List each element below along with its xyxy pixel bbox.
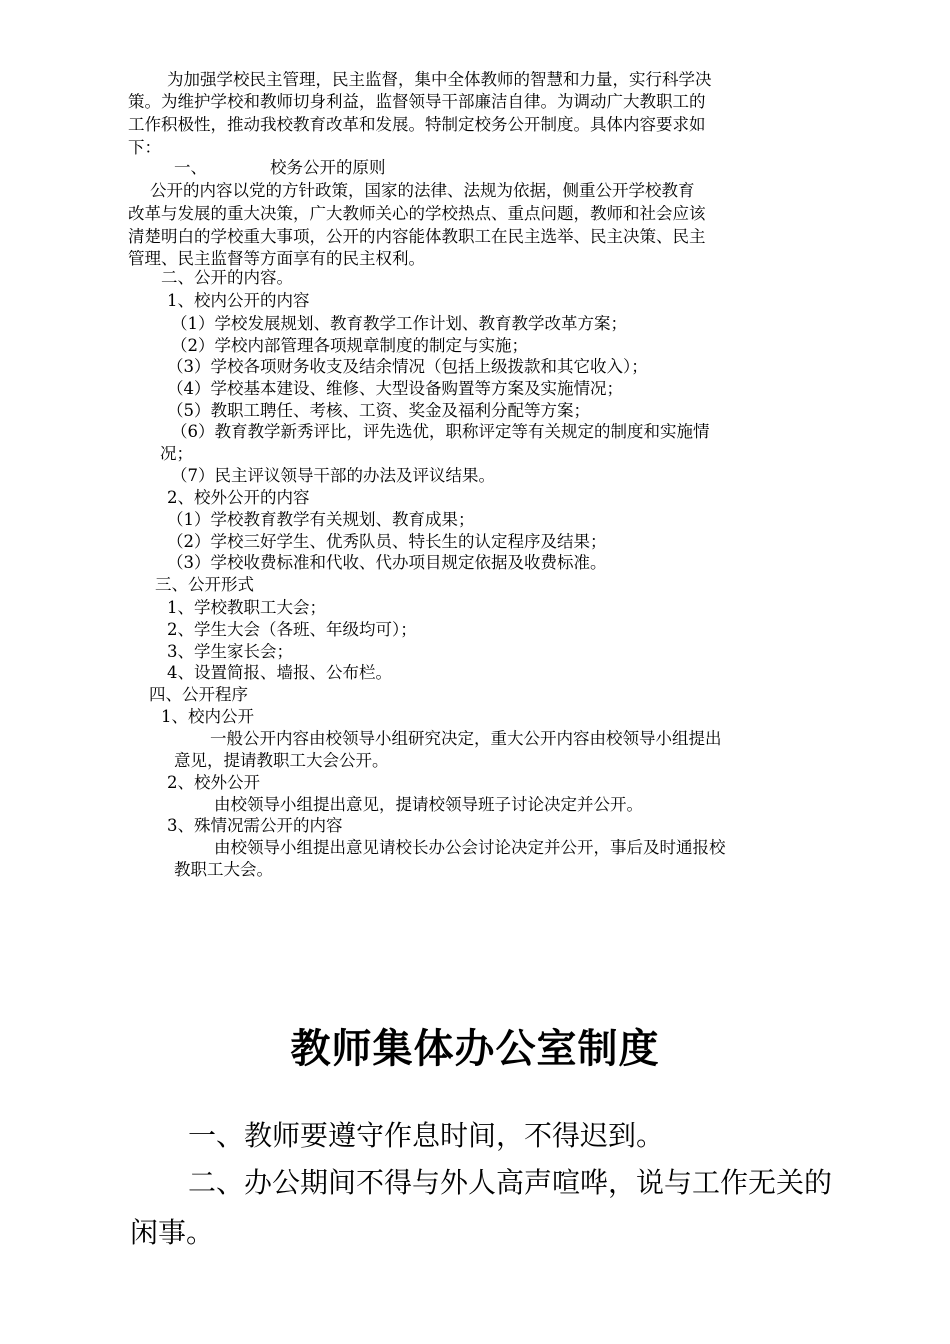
inner-item-5: （5）教职工聘任、考核、工资、奖金及福利分配等方案； <box>167 401 590 420</box>
heading-4: 四、公开程序 <box>149 685 248 704</box>
inner-item-7: （7）民主评议领导干部的办法及评议结果。 <box>171 466 495 485</box>
procedure-3-line-2: 教职工大会。 <box>174 860 273 879</box>
heading-4-1: 1、校内公开 <box>161 707 254 726</box>
intro-line-2: 策。为维护学校和教师切身利益，监督领导干部廉洁自律。为调动广大教职工的 <box>128 92 706 111</box>
procedure-2-line-1: 由校领导小组提出意见，提请校领导班子讨论决定并公开。 <box>214 795 643 814</box>
section-title: 教师集体办公室制度 <box>290 1026 660 1072</box>
principle-line-3: 清楚明白的学校重大事项，公开的内容能体教职工在民主选举、民主决策、民主 <box>128 227 706 246</box>
principle-line-4: 管理、民主监督等方面享有的民主权利。 <box>128 249 425 268</box>
heading-4-2: 2、校外公开 <box>167 773 260 792</box>
inner-item-2: （2）学校内部管理各项规章制度的制定与实施； <box>171 336 528 355</box>
inner-item-4: （4）学校基本建设、维修、大型设备购置等方案及实施情况； <box>167 379 623 398</box>
form-item-4: 4、设置简报、墙报、公布栏。 <box>167 663 392 682</box>
heading-1-number: 一、 <box>174 158 207 177</box>
intro-line-1: 为加强学校民主管理，民主监督，集中全体教师的智慧和力量，实行科学决 <box>167 70 712 89</box>
principle-line-1: 公开的内容以党的方针政策，国家的法律、法规为依据，侧重公开学校教育 <box>150 181 695 200</box>
procedure-1-line-1: 一般公开内容由校领导小组研究决定，重大公开内容由校领导小组提出 <box>210 729 722 748</box>
inner-item-6: （6）教育教学新秀评比，评先选优，职称评定等有关规定的制度和实施情 <box>171 422 710 441</box>
inner-item-6-cont: 况； <box>160 444 193 463</box>
heading-2: 二、公开的内容。 <box>161 268 293 287</box>
form-item-3: 3、学生家长会； <box>167 642 293 661</box>
inner-item-3: （3）学校各项财务收支及结余情况（包括上级拨款和其它收入）； <box>167 357 648 376</box>
rule-item-2: 二、办公期间不得与外人高声喧哗，说与工作无关的 <box>188 1166 833 1199</box>
outer-item-2: （2）学校三好学生、优秀队员、特长生的认定程序及结果； <box>167 532 607 551</box>
principle-line-2: 改革与发展的重大决策，广大教师关心的学校热点、重点问题，教师和社会应该 <box>128 204 706 223</box>
inner-item-1: （1）学校发展规划、教育教学工作计划、教育教学改革方案； <box>171 314 627 333</box>
heading-3: 三、公开形式 <box>155 575 254 594</box>
outer-item-3: （3）学校收费标准和代收、代办项目规定依据及收费标准。 <box>167 553 607 572</box>
outer-item-1: （1）学校教育教学有关规划、教育成果； <box>167 510 475 529</box>
procedure-1-line-2: 意见，提请教职工大会公开。 <box>174 751 389 770</box>
rule-item-1: 一、教师要遵守作息时间，不得迟到。 <box>188 1119 665 1152</box>
form-item-2: 2、学生大会（各班、年级均可）； <box>167 620 417 639</box>
intro-line-4: 下： <box>128 138 161 157</box>
heading-1-text: 校务公开的原则 <box>270 158 386 177</box>
heading-4-3: 3、殊情况需公开的内容 <box>167 816 343 835</box>
heading-2-2: 2、校外公开的内容 <box>167 488 310 507</box>
rule-item-2-cont: 闲事。 <box>130 1216 215 1249</box>
heading-2-1: 1、校内公开的内容 <box>167 291 310 310</box>
intro-line-3: 工作积极性，推动我校教育改革和发展。特制定校务公开制度。具体内容要求如 <box>128 115 706 134</box>
procedure-3-line-1: 由校领导小组提出意见请校长办公会讨论决定并公开，事后及时通报校 <box>214 838 726 857</box>
form-item-1: 1、学校教职工大会； <box>167 598 326 617</box>
